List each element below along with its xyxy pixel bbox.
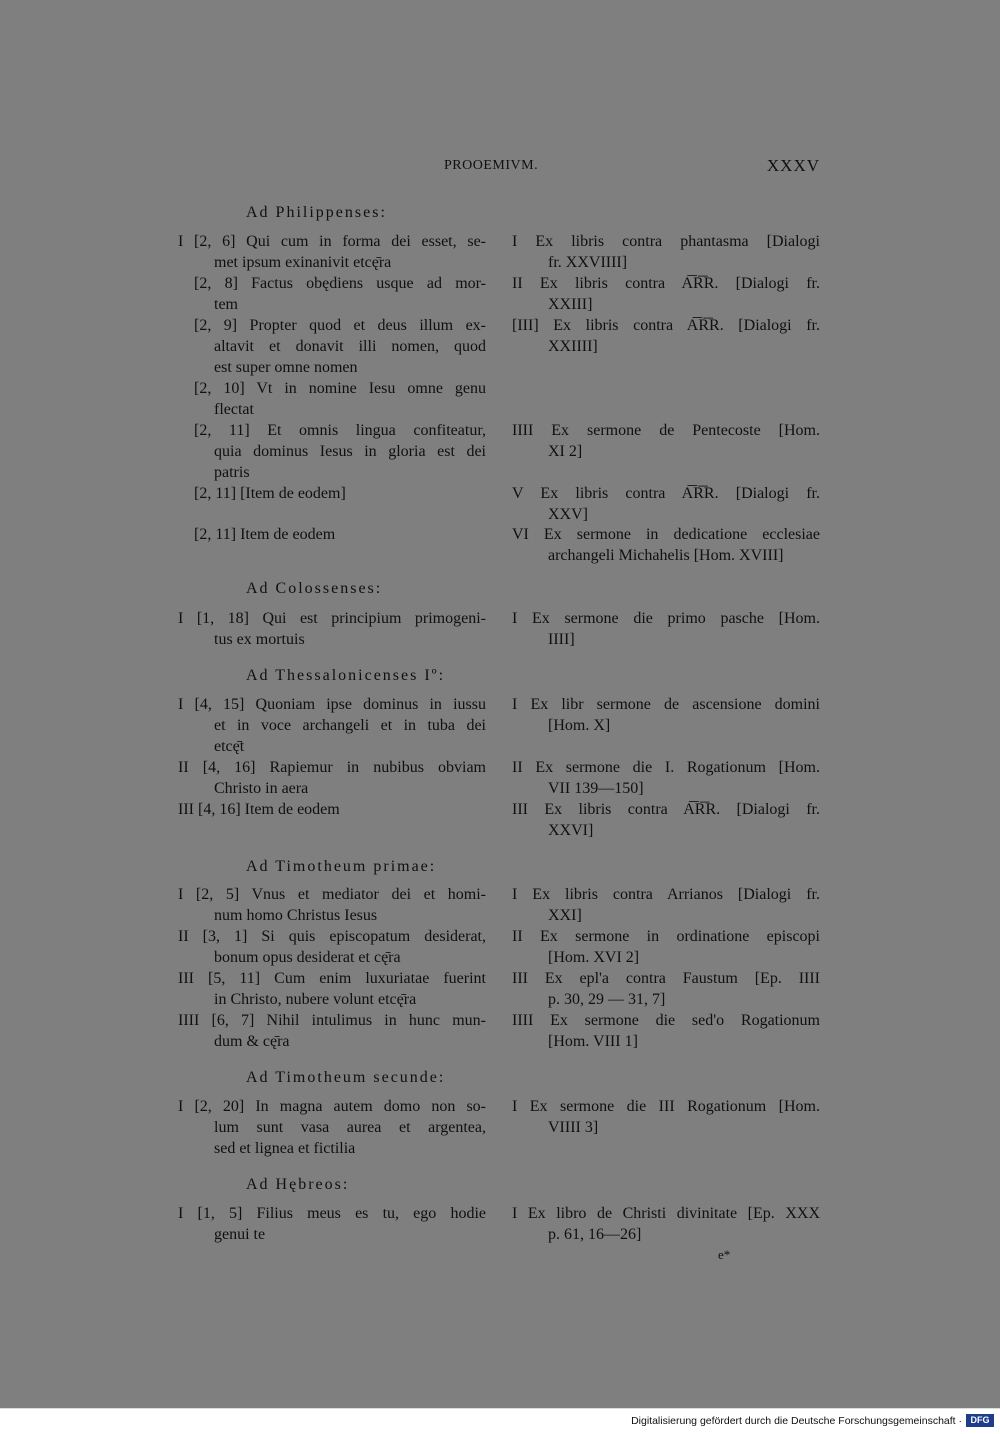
right-entry: IIII Ex sermone de Pentecoste [Hom. XI 2] [512,422,820,460]
left-entry: I [1, 5] Filius meus es tu, ego hodie genui te [178,1205,486,1243]
left-entry: I [2, 5] Vnus et mediator dei et homi- num homo Christus Iesus [178,886,486,924]
right-entry: I Ex sermone die III Rogationum [Hom. VIIII 3] [512,1098,820,1136]
page-number: XXXV [766,156,820,175]
section-heading: Ad Timotheum primae: [246,858,437,875]
left-entry: [2, 8] Factus obędiens usque ad mor- tem [194,275,486,313]
section-heading: Ad Thessalonicenses Iº: [246,667,446,684]
right-entry: I Ex libr sermone de ascensione domini [Hom. X] [512,696,820,734]
left-entry: II [4, 16] Rapiemur in nubibus obviam Christo in aera [178,759,486,797]
left-entry: III [5, 11] Cum enim luxuriatae fuerint in Christo, nubere volunt etcę̄ra [178,970,486,1008]
right-entry: V Ex libris contra A͞R͞R. [Dialogi fr. XXV] [512,485,820,523]
right-entry: II Ex sermone in ordinatione episcopi [Hom. XVI 2] [512,928,820,966]
page-header [178,156,820,180]
right-entry: IIII Ex sermone die sed'o Rogationum [Hom. VIII 1] [512,1012,820,1050]
left-entry: [2, 11] [Item de eodem] [194,485,346,502]
left-entry: I [4, 15] Quoniam ipse dominus in iussu et in voce archangeli et in tuba dei etcę̄t [178,696,486,755]
left-entry: [2, 9] Propter quod et deus illum ex- altavit et donavit illi nomen, quod est super omne nomen [194,317,486,376]
right-entry: II Ex libris contra A͞R͞R. [Dialogi fr. XXIII] [512,275,820,313]
left-entry: III [4, 16] Item de eodem [178,801,340,818]
dfg-logo-icon: DFG [966,1414,994,1427]
right-entry: I Ex libro de Christi divinitate [Ep. XXX p. 61, 16—26] [512,1205,820,1243]
right-entry: [III] Ex libris contra A͞R͞R. [Dialogi fr. XXIIII] [512,317,820,355]
left-entry: I [2, 20] In magna autem domo non so- lum sunt vasa aurea et argentea, sed et lignea et fictilia [178,1098,486,1157]
left-entry: [2, 10] Vt in nomine Iesu omne genu flectat [194,380,486,418]
section-heading: Ad Philippenses: [246,204,387,221]
left-entry: [2, 11] Item de eodem [194,526,336,543]
right-entry: II Ex sermone die I. Rogationum [Hom. VII 139—150] [512,759,820,797]
right-entry: III Ex libris contra A͞R͞R. [Dialogi fr. XXVI] [512,801,820,839]
left-entry: [2, 11] Et omnis lingua confiteatur, quia dominus Iesus in gloria est dei patris [194,422,486,481]
section-heading: Ad Timotheum secunde: [246,1069,446,1086]
section-heading: Ad Colossenses: [246,580,383,597]
section-heading: Ad Hębreos: [246,1176,350,1193]
right-entry: III Ex epl'a contra Faustum [Ep. IIII p. 30, 29 — 31, 7] [512,970,820,1008]
signature-mark: e* [718,1247,731,1262]
funding-notice: Digitalisierung gefördert durch die Deutsche Forschungsgemeinschaft · [631,1415,962,1427]
left-entry: I [2, 6] Qui cum in forma dei esset, se- met ipsum exinanivit etcę̄ra [178,233,486,271]
left-entry: I [1, 18] Qui est principium primogeni- tus ex mortuis [178,610,486,648]
left-entry: II [3, 1] Si quis episcopatum desiderat, bonum opus desiderat et cę̄ra [178,928,486,966]
digitization-footer [0,1408,1000,1434]
right-entry: VI Ex sermone in dedicatione ecclesiae archangeli Michahelis [Hom. XVIII] [512,526,820,564]
right-entry: I Ex libris contra phantasma [Dialogi fr. XXVIIII] [512,233,820,271]
left-entry: IIII [6, 7] Nihil intulimus in hunc mun- dum & cę̄ra [178,1012,486,1050]
right-entry: I Ex sermone die primo pasche [Hom. IIII] [512,610,820,648]
running-title: PROOEMIVM. [444,158,539,173]
right-entry: I Ex libris contra Arrianos [Dialogi fr. XXI] [512,886,820,924]
